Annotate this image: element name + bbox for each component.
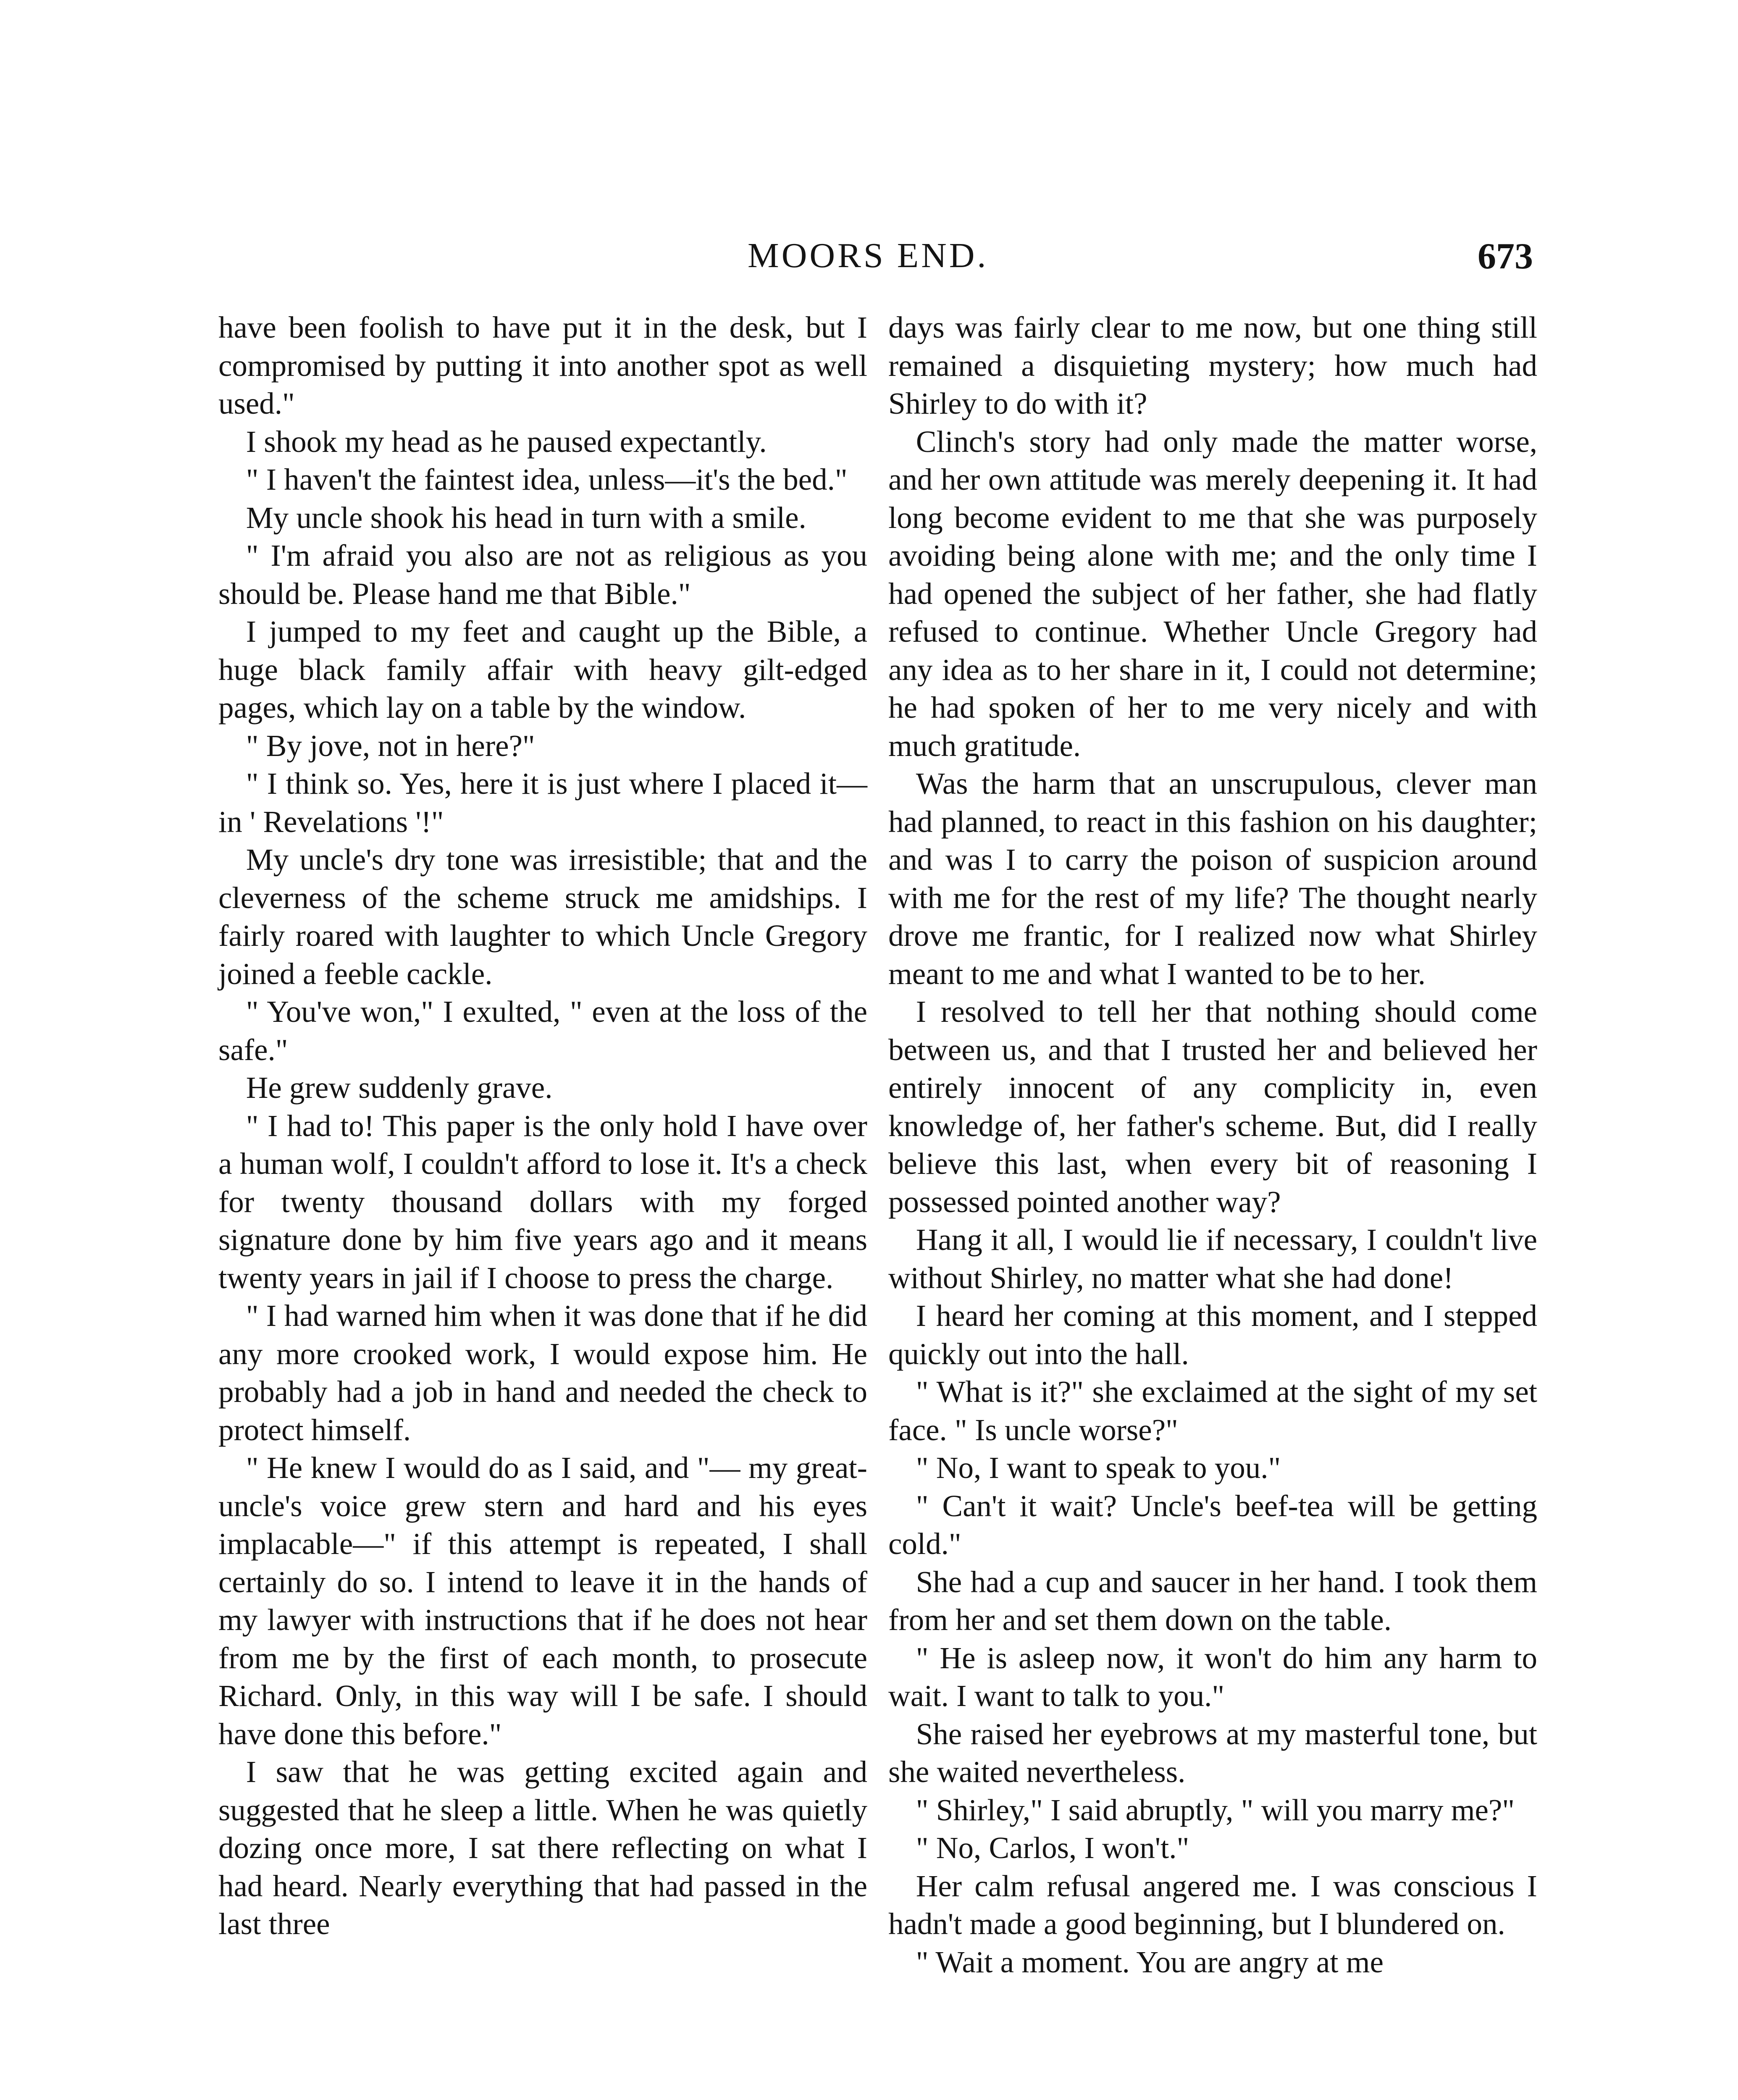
paragraph: " I had to! This paper is the only hold I have over a human wolf, I couldn't afford to lose it. It's a check for twenty thousand dollars with my forged signature done by him five years ago and it means twenty years in jail if I choose to press the charge. — [218, 1108, 867, 1295]
paragraph: Hang it all, I would lie if necessary, I couldn't live without Shirley, no matter what she had done! — [888, 1223, 1537, 1295]
paragraph: I heard her coming at this moment, and I stepped quickly out into the hall. — [888, 1299, 1537, 1371]
paragraph: " Wait a moment. You are angry at me — [916, 1945, 1384, 1979]
paragraph: Her calm refusal angered me. I was conscious I hadn't made a good beginning, but I blundered on. — [888, 1869, 1537, 1941]
paragraph: " He knew I would do as I said, and "— my great-uncle's voice grew stern and hard and his eyes implacable—" if this attempt is repeated, I shall certainly do so. I intend to leave it in the hands of my lawyer with instructions that if he does not hear from me by the first of each month, to prosecute Richard. Only, in this way will I be safe. I should have done this before." — [218, 1451, 867, 1751]
page-header — [218, 235, 1533, 286]
paragraph: My uncle shook his head in turn with a smile. — [246, 500, 806, 535]
paragraph: " I had warned him when it was done that if he did any more crooked work, I would expose him. He probably had a job in hand and needed the check to protect himself. — [218, 1299, 867, 1447]
paragraph: " I think so. Yes, here it is just where I placed it—in ' Revelations '!" — [218, 766, 867, 839]
running-title: MOORS END. — [748, 236, 989, 275]
paragraph: He grew suddenly grave. — [246, 1071, 553, 1105]
paragraph: Was the harm that an unscrupulous, clever man had planned, to react in this fashion on his daughter; and was I to carry the poison of suspicion around with me for the rest of my life? The thought nearly drove me frantic, for I realized now what Shirley meant to me and what I wanted to be to her. — [888, 766, 1537, 991]
page-number: 673 — [1478, 236, 1533, 277]
paragraph: She raised her eyebrows at my masterful tone, but she waited nevertheless. — [888, 1717, 1537, 1789]
paragraph: " Can't it wait? Uncle's beef-tea will be getting cold." — [888, 1488, 1537, 1561]
paragraph: " No, Carlos, I won't." — [916, 1831, 1189, 1865]
right-text-column — [888, 309, 1537, 1981]
paragraph: " No, I want to speak to you." — [916, 1451, 1281, 1485]
paragraph: " I'm afraid you also are not as religious as you should be. Please hand me that Bible." — [218, 538, 867, 611]
paragraph: " Shirley," I said abruptly, " will you marry me?" — [916, 1793, 1515, 1827]
paragraph: " What is it?" she exclaimed at the sight of my set face. " Is uncle worse?" — [888, 1375, 1537, 1447]
paragraph: " I haven't the faintest idea, unless—it's the bed." — [246, 462, 848, 496]
paragraph: have been foolish to have put it in the desk, but I compromised by putting it into another spot as well used." — [218, 310, 867, 420]
paragraph: I shook my head as he paused expectantly. — [246, 424, 767, 459]
paragraph: My uncle's dry tone was irresistible; that and the cleverness of the scheme struck me amidships. I fairly roared with laughter to which Uncle Gregory joined a feeble cackle. — [218, 843, 867, 991]
paragraph: " He is asleep now, it won't do him any harm to wait. I want to talk to you." — [888, 1641, 1537, 1713]
paragraph: She had a cup and saucer in her hand. I took them from her and set them down on the table. — [888, 1564, 1537, 1637]
paragraph: days was fairly clear to me now, but one thing still remained a disquieting mystery; how much had Shirley to do with it? — [888, 310, 1537, 420]
paragraph: I jumped to my feet and caught up the Bible, a huge black family affair with heavy gilt-edged pages, which lay on a table by the window. — [218, 614, 867, 724]
paragraph: " You've won," I exulted, " even at the loss of the safe." — [218, 995, 867, 1067]
paragraph: I resolved to tell her that nothing should come between us, and that I trusted her and believed her entirely innocent of any complicity in, even knowledge of, her father's scheme. But, did I really believe this last, when every bit of reasoning I possessed pointed another way? — [888, 995, 1537, 1219]
paragraph: I saw that he was getting excited again and suggested that he sleep a little. When he was quietly dozing once more, I sat there reflecting on what I had heard. Nearly everything that had passed in the last three — [218, 1755, 867, 1941]
paragraph: " By jove, not in here?" — [246, 728, 535, 763]
paragraph: Clinch's story had only made the matter worse, and her own attitude was merely deepening it. It had long become evident to me that she was purposely avoiding being alone with me; and the only time I had opened the subject of her father, she had flatly refused to continue. Whether Uncle Gregory had any idea as to her share in it, I could not determine; he had spoken of her to me very nicely and with much gratitude. — [888, 424, 1537, 763]
left-text-column — [218, 309, 867, 1943]
